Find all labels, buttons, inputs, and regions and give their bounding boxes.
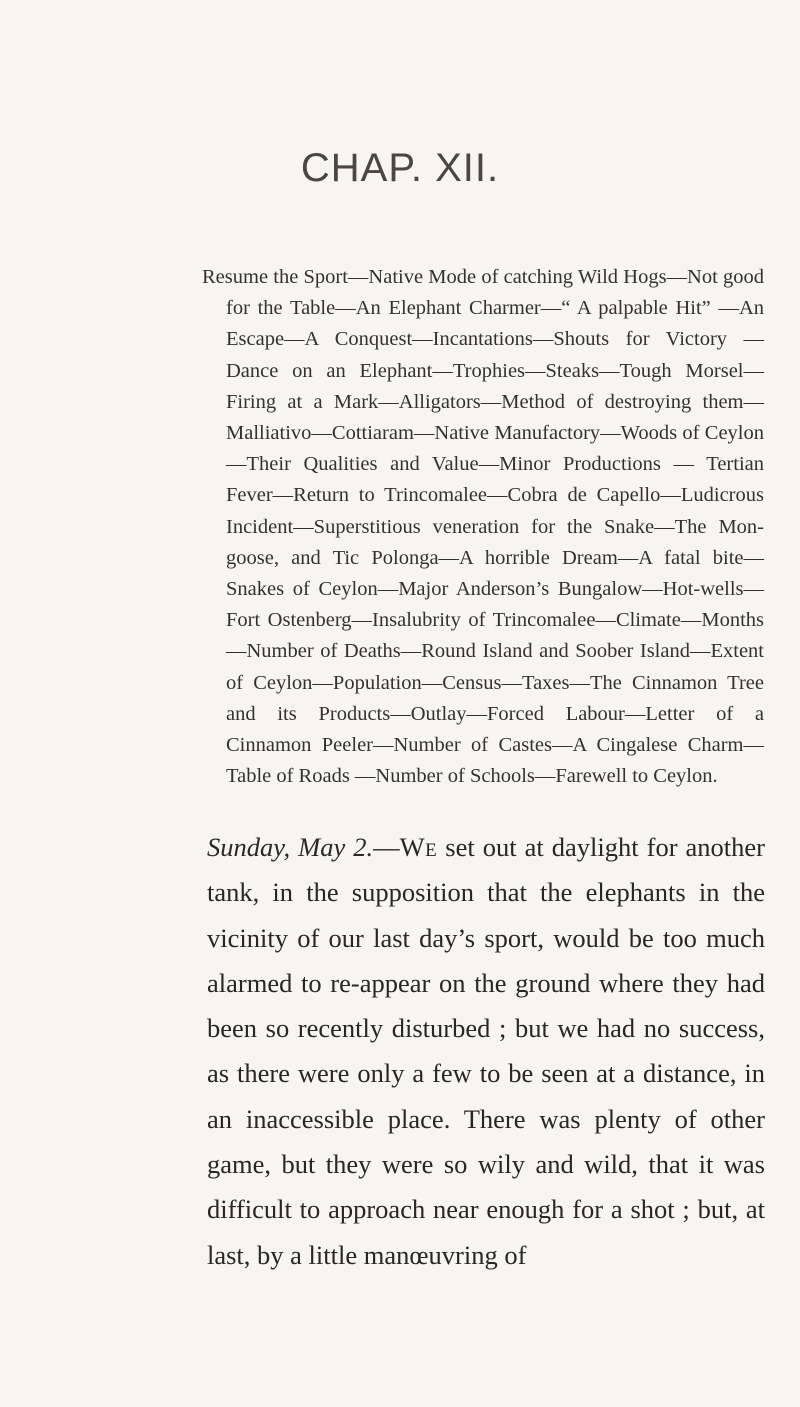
chapter-summary-text: Resume the Sport—Native Mode of catching Wild Hogs—Not good for the Table—An Elephant Charmer—“ A palpable Hit” —An Escape—A Conquest—Incantations—Shouts for Victory —Dance on an Elephant—Trophies—Steaks—Tough Morsel— Firing at a Mark—Alligators—Method of destroying them— Malliativo—Cottiaram—Native Manufactory—Woods of Ceylon —Their Qualities and Value—Minor Productions — Tertian Fever—Return to Trincomalee—Cobra de Capello—Ludicrous Incident—Superstitious veneration for the Snake—The Mon- goose, and Tic Polonga—A horrible Dream—A fatal bite— Snakes of Ceylon—Major Anderson’s Bungalow—Hot-wells— Fort Ostenberg—Insalubrity of Trincomalee—Climate—Months —Number of Deaths—Round Island and Soober Island—Extent of Ceylon—Population—Census—Taxes—The Cinnamon Tree and its Products—Outlay—Forced Labour—Letter of a Cinnamon Peeler—Number of Castes—A Cingalese Charm—Table of Roads —Number of Schools—Farewell to Ceylon. — [202, 266, 764, 788]
chapter-summary — [202, 262, 764, 792]
body-paragraph — [207, 825, 765, 1278]
em-dash: — — [373, 832, 400, 862]
first-word: We — [399, 832, 438, 862]
chapter-heading: CHAP. XII. — [300, 146, 500, 190]
date-lead: Sunday, May 2. — [207, 832, 374, 862]
body-text: set out at daylight for another tank, in the supposition that the elephants in the vicinity of our last day’s sport, would be too much alarmed to re-appear on the ground where they had been so recently disturbed ; but we had no success, as there were only a few to be seen at a distance, in an inaccessible place. There was plenty of other game, but they were so wily and wild, that it was difficult to approach near enough for a shot ; but, at last, by a little manœuvring of — [207, 832, 766, 1270]
